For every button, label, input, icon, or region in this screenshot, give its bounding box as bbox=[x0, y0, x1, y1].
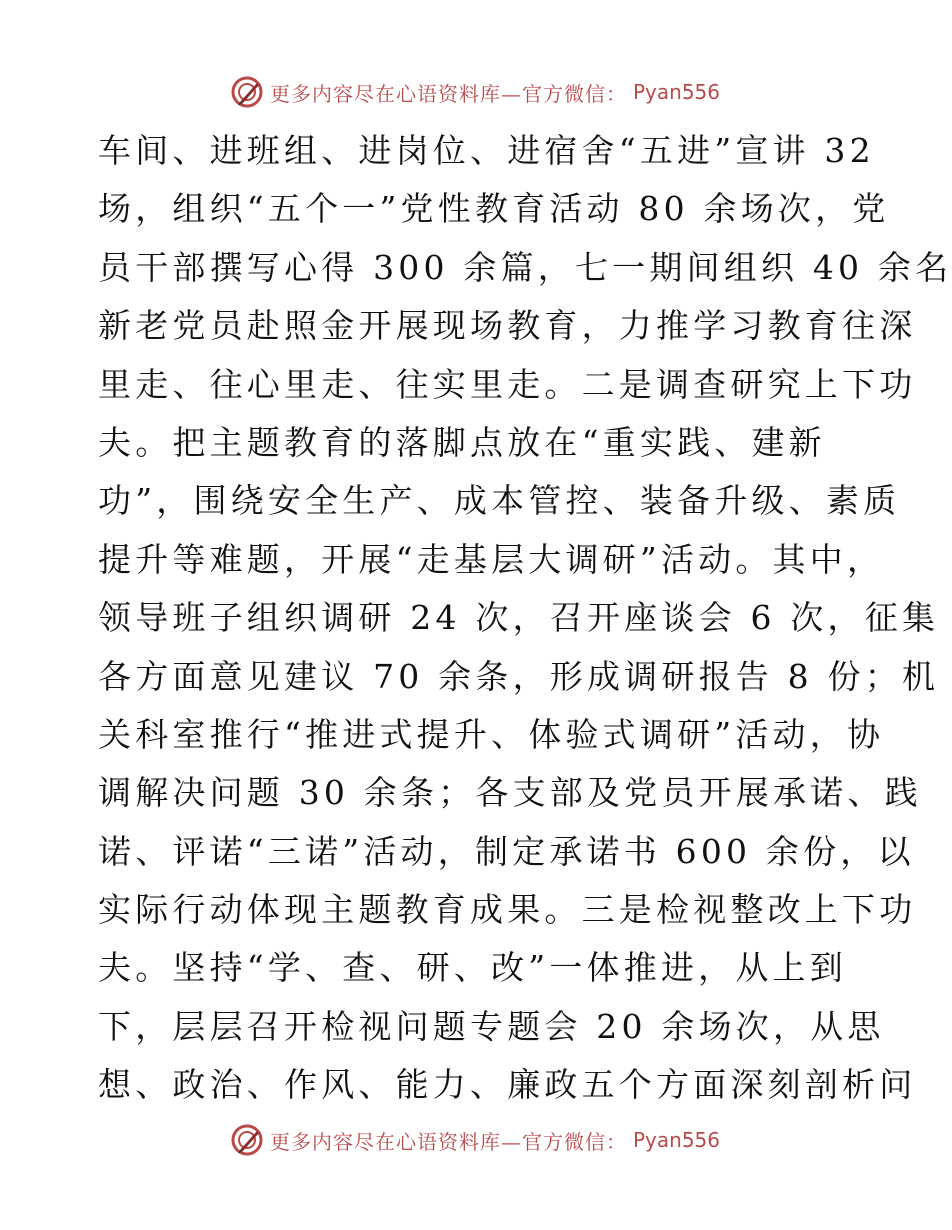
text-line: 调解决问题 30 余条；各支部及党员开展承诺、践 bbox=[98, 773, 922, 813]
text-line: 场，组织“五个一”党性教育活动 80 余场次，党 bbox=[98, 189, 890, 229]
text-line: 夫。把主题教育的落脚点放在“重实践、建新 bbox=[98, 422, 826, 462]
text-line: 实际行动体现主题教育成果。三是检视整改上下功 bbox=[98, 890, 917, 930]
text-line: 员干部撰写心得 300 余篇，七一期间组织 40 余名 bbox=[98, 247, 952, 287]
text-line: 车间、进班组、进岗位、进宿舍“五进”宣讲 32 bbox=[98, 131, 875, 170]
text-line: 各方面意见建议 70 余条，形成调研报告 8 份；机 bbox=[98, 656, 940, 696]
text-line: 夫。坚持“学、查、研、改”一体推进，从上到 bbox=[98, 948, 847, 988]
text-line: 想、政治、作风、能力、廉政五个方面深刻剖析问 bbox=[98, 1065, 917, 1105]
text-line: 里走、往心里走、往实里走。二是调查研究上下功 bbox=[98, 364, 917, 404]
text-line: 功”，围绕安全生产、成本管控、装备升级、素质 bbox=[98, 481, 901, 521]
pen-circle-logo-icon bbox=[230, 1123, 264, 1157]
text-line: 新老党员赴照金开展现场教育，力推学习教育往深 bbox=[98, 306, 917, 346]
watermark-account: Pyan556 bbox=[632, 1128, 720, 1152]
text-line: 提升等难题，开展“走基层大调研”活动。其中， bbox=[98, 539, 885, 579]
text-line: 关科室推行“推进式提升、体验式调研”活动，协 bbox=[98, 714, 885, 754]
header-watermark bbox=[0, 72, 950, 112]
watermark-text: 更多内容尽在心语资料库—官方微信： bbox=[269, 81, 627, 106]
document-body bbox=[98, 122, 952, 1115]
pen-circle-logo-icon bbox=[230, 75, 264, 109]
watermark-account: Pyan556 bbox=[632, 80, 720, 104]
text-line: 领导班子组织调研 24 次，召开座谈会 6 次，征集 bbox=[98, 598, 940, 638]
footer-watermark bbox=[0, 1120, 950, 1160]
text-line: 下，层层召开检视问题专题会 20 余场次，从思 bbox=[98, 1006, 885, 1046]
text-line: 诺、评诺“三诺”活动，制定承诺书 600 余份，以 bbox=[98, 831, 915, 871]
watermark-text: 更多内容尽在心语资料库—官方微信： bbox=[269, 1129, 627, 1154]
